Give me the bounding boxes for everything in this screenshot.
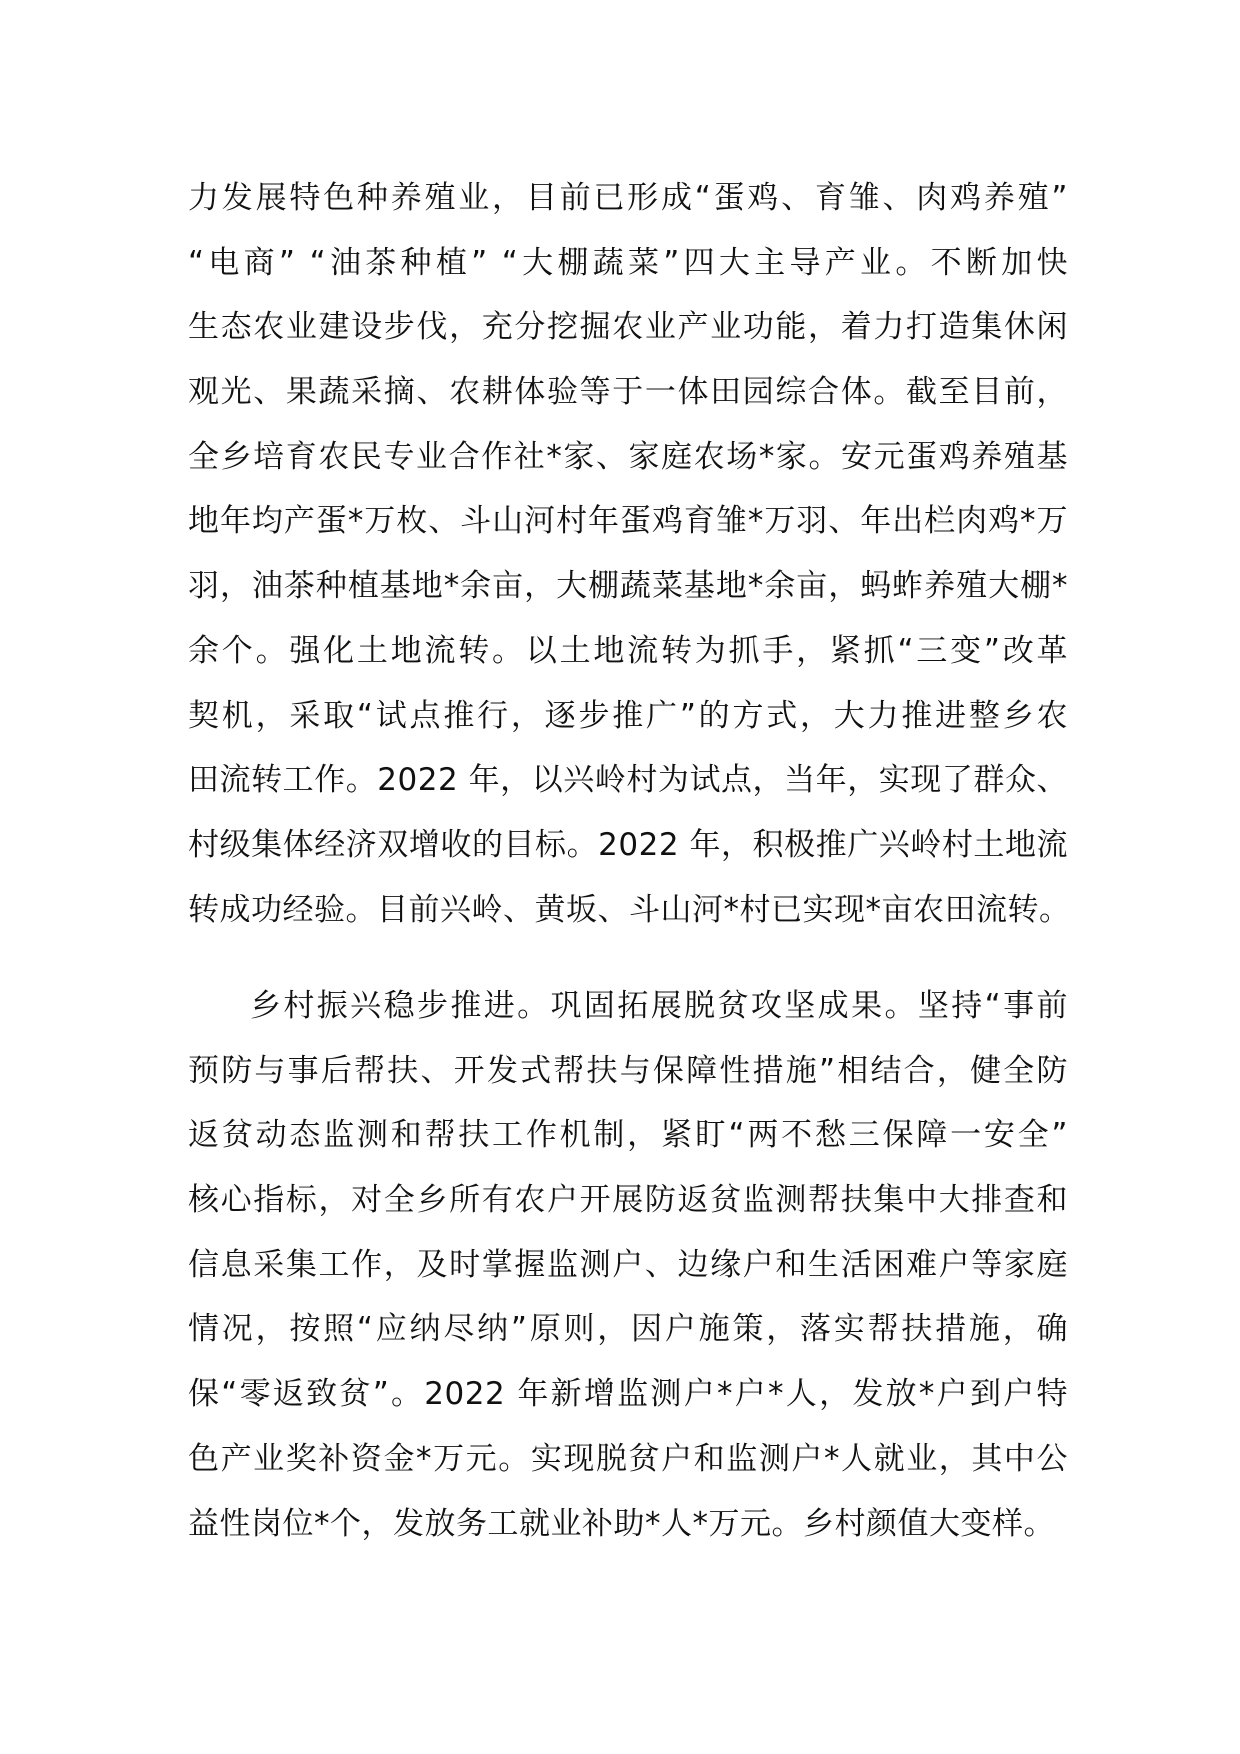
- text-line: 田流转工作。2022 年，以兴岭村为试点，当年，实现了群众、: [188, 762, 1068, 799]
- text-line: 色产业奖补资金*万元。实现脱贫户和监测户*人就业，其中公: [188, 1440, 1068, 1477]
- text-line: 乡村振兴稳步推进。巩固拓展脱贫攻坚成果。坚持“事前: [250, 988, 1068, 1024]
- text-line: 力发展特色种养殖业，目前已形成“蛋鸡、育雏、肉鸡养殖”: [188, 180, 1068, 216]
- text-line: 情况，按照“应纳尽纳”原则，因户施策，落实帮扶措施，确: [188, 1311, 1068, 1348]
- text-line: 余个。强化土地流转。以土地流转为抓手，紧抓“三变”改革: [188, 632, 1068, 669]
- text-line: 返贫动态监测和帮扶工作机制，紧盯“两不愁三保障一安全”: [188, 1117, 1068, 1154]
- text-line: 转成功经验。目前兴岭、黄坂、斗山河*村已实现*亩农田流转。: [188, 891, 1071, 928]
- text-line: 核心指标，对全乡所有农户开展防返贫监测帮扶集中大排查和: [188, 1182, 1068, 1219]
- text-line: 信息采集工作，及时掌握监测户、边缘户和生活困难户等家庭: [188, 1246, 1068, 1283]
- text-line: 观光、果蔬采摘、农耕体验等于一体田园综合体。截至目前，: [188, 374, 1068, 411]
- text-line: “电商” “油茶种植” “大棚蔬菜”四大主导产业。不断加快: [188, 244, 1068, 281]
- text-line: 生态农业建设步伐，充分挖掘农业产业功能，着力打造集休闲: [188, 309, 1068, 346]
- text-line: 村级集体经济双增收的目标。2022 年，积极推广兴岭村土地流: [188, 826, 1068, 863]
- paragraph-rural-revitalization: [188, 974, 1068, 1556]
- text-line: 地年均产蛋*万枚、斗山河村年蛋鸡育雏*万羽、年出栏肉鸡*万: [188, 503, 1068, 540]
- text-line: 羽，油茶种植基地*余亩，大棚蔬菜基地*余亩，蚂蚱养殖大棚*: [188, 568, 1068, 605]
- text-line: 预防与事后帮扶、开发式帮扶与保障性措施”相结合，健全防: [188, 1052, 1068, 1089]
- paragraph-rural-industry: [188, 166, 1071, 942]
- text-line: 契机，采取“试点推行，逐步推广”的方式，大力推进整乡农: [188, 697, 1068, 734]
- text-line: 保“零返致贫”。2022 年新增监测户*户*人，发放*户到户特: [188, 1376, 1068, 1413]
- text-line: 全乡培育农民专业合作社*家、家庭农场*家。安元蛋鸡养殖基: [188, 438, 1068, 475]
- text-line: 益性岗位*个，发放务工就业补助*人*万元。乡村颜值大变样。: [188, 1505, 1055, 1542]
